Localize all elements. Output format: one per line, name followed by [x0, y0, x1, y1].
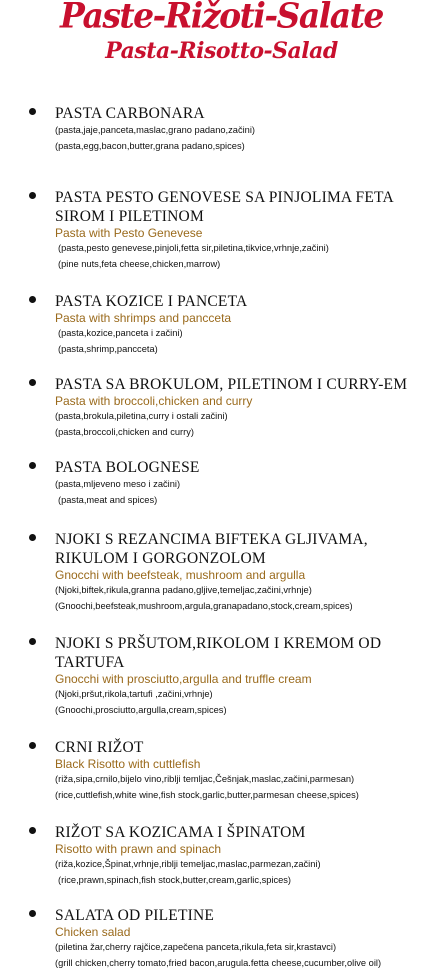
menu-item [0, 375, 443, 440]
dish-english-name: Gnocchi with beefsteak, mushroom and argulla [55, 568, 433, 583]
ingredients-croatian: (pasta,kozice,panceta i začini) [55, 326, 433, 342]
bullet-icon [29, 638, 36, 645]
ingredients-croatian: (piletina žar,cherry rajčice,zapečena panceta,rikula,feta sir,krastavci) [55, 940, 433, 956]
dish-english-name: Chicken salad [55, 925, 433, 940]
dish-name: SALATA OD PILETINE [55, 906, 433, 925]
dish-name: CRNI RIŽOT [55, 738, 433, 757]
bullet-icon [29, 742, 36, 749]
ingredients-english: (Gnoochi,prosciutto,argulla,cream,spices) [55, 703, 433, 719]
dish-name: NJOKI S REZANCIMA BIFTEKA GLJIVAMA, RIKULOM I GORGONZOLOM [55, 530, 433, 568]
ingredients-english: (pasta,meat and spices) [55, 493, 433, 509]
dish-name: PASTA CARBONARA [55, 104, 433, 123]
bullet-icon [29, 910, 36, 917]
ingredients-english: (rice,prawn,spinach,fish stock,butter,cream,garlic,spices) [55, 873, 433, 889]
bullet-icon [29, 534, 36, 541]
dish-english-name: Risotto with prawn and spinach [55, 842, 433, 857]
dish-name: RIŽOT SA KOZICAMA I ŠPINATOM [55, 823, 433, 842]
menu-item [0, 530, 443, 614]
menu-item [0, 634, 443, 718]
bullet-icon [29, 192, 36, 199]
ingredients-croatian: (pasta,mljeveno meso i začini) [55, 477, 433, 493]
ingredients-croatian: (riža,sipa,crnilo,bijelo vino,riblji temljac,Češnjak,maslac,začini,parmesan) [55, 772, 433, 788]
ingredients-croatian: (pasta,jaje,panceta,maslac,grano padano,začini) [55, 123, 433, 139]
dish-english-name: Pasta with shrimps and pancceta [55, 311, 433, 326]
bullet-icon [29, 108, 36, 115]
ingredients-croatian: (pasta,pesto genevese,pinjoli,fetta sir,piletina,tikvice,vrhnje,začini) [55, 241, 433, 257]
dish-name: PASTA PESTO GENOVESE SA PINJOLIMA FETA SIROM I PILETINOM [55, 188, 433, 226]
ingredients-english: (rice,cuttlefish,white wine,fish stock,garlic,butter,parmesan cheese,spices) [55, 788, 433, 804]
bullet-icon [29, 462, 36, 469]
menu-item [0, 906, 443, 971]
menu-item [0, 738, 443, 803]
menu-item [0, 292, 443, 357]
ingredients-croatian: (Njoki,biftek,rikula,granna padano,gljive,temeljac,začini,vrhnje) [55, 583, 433, 599]
menu-subtitle: Pasta-Risotto-Salad [0, 38, 443, 64]
menu-item [0, 458, 443, 508]
dish-english-name: Pasta with Pesto Genevese [55, 226, 433, 241]
menu-item [0, 188, 443, 272]
menu-title: Paste-Rižoti-Salate [0, 0, 443, 36]
bullet-icon [29, 296, 36, 303]
dish-name: PASTA KOZICE I PANCETA [55, 292, 433, 311]
ingredients-english: (Gnoochi,beefsteak,mushroom,argula,granapadano,stock,cream,spices) [55, 599, 433, 615]
dish-english-name: Pasta with broccoli,chicken and curry [55, 394, 433, 409]
ingredients-english: (pasta,egg,bacon,butter,grana padano,spices) [55, 139, 433, 155]
dish-name: NJOKI S PRŠUTOM,RIKOLOM I KREMOM OD TARTUFA [55, 634, 433, 672]
ingredients-english: (pasta,shrimp,pancceta) [55, 342, 433, 358]
menu-item [0, 823, 443, 888]
ingredients-english: (pine nuts,feta cheese,chicken,marrow) [55, 257, 433, 273]
bullet-icon [29, 379, 36, 386]
ingredients-croatian: (pasta,brokula,piletina,curry i ostali začini) [55, 409, 433, 425]
ingredients-croatian: (riža,kozice,Špinat,vrhnje,riblji temeljac,maslac,parmezan,začini) [55, 857, 433, 873]
dish-name: PASTA BOLOGNESE [55, 458, 433, 477]
menu-item [0, 104, 443, 154]
dish-english-name: Black Risotto with cuttlefish [55, 757, 433, 772]
menu-list [0, 104, 443, 971]
bullet-icon [29, 827, 36, 834]
ingredients-english: (pasta,broccoli,chicken and curry) [55, 425, 433, 441]
dish-name: PASTA SA BROKULOM, PILETINOM I CURRY-EM [55, 375, 433, 394]
ingredients-croatian: (Njoki,pršut,rikola,tartufi ,začini,vrhnje) [55, 687, 433, 703]
dish-english-name: Gnocchi with prosciutto,argulla and truffle cream [55, 672, 433, 687]
ingredients-english: (grill chicken,cherry tomato,fried bacon,arugula.fetta cheese,cucumber,olive oil) [55, 956, 433, 971]
